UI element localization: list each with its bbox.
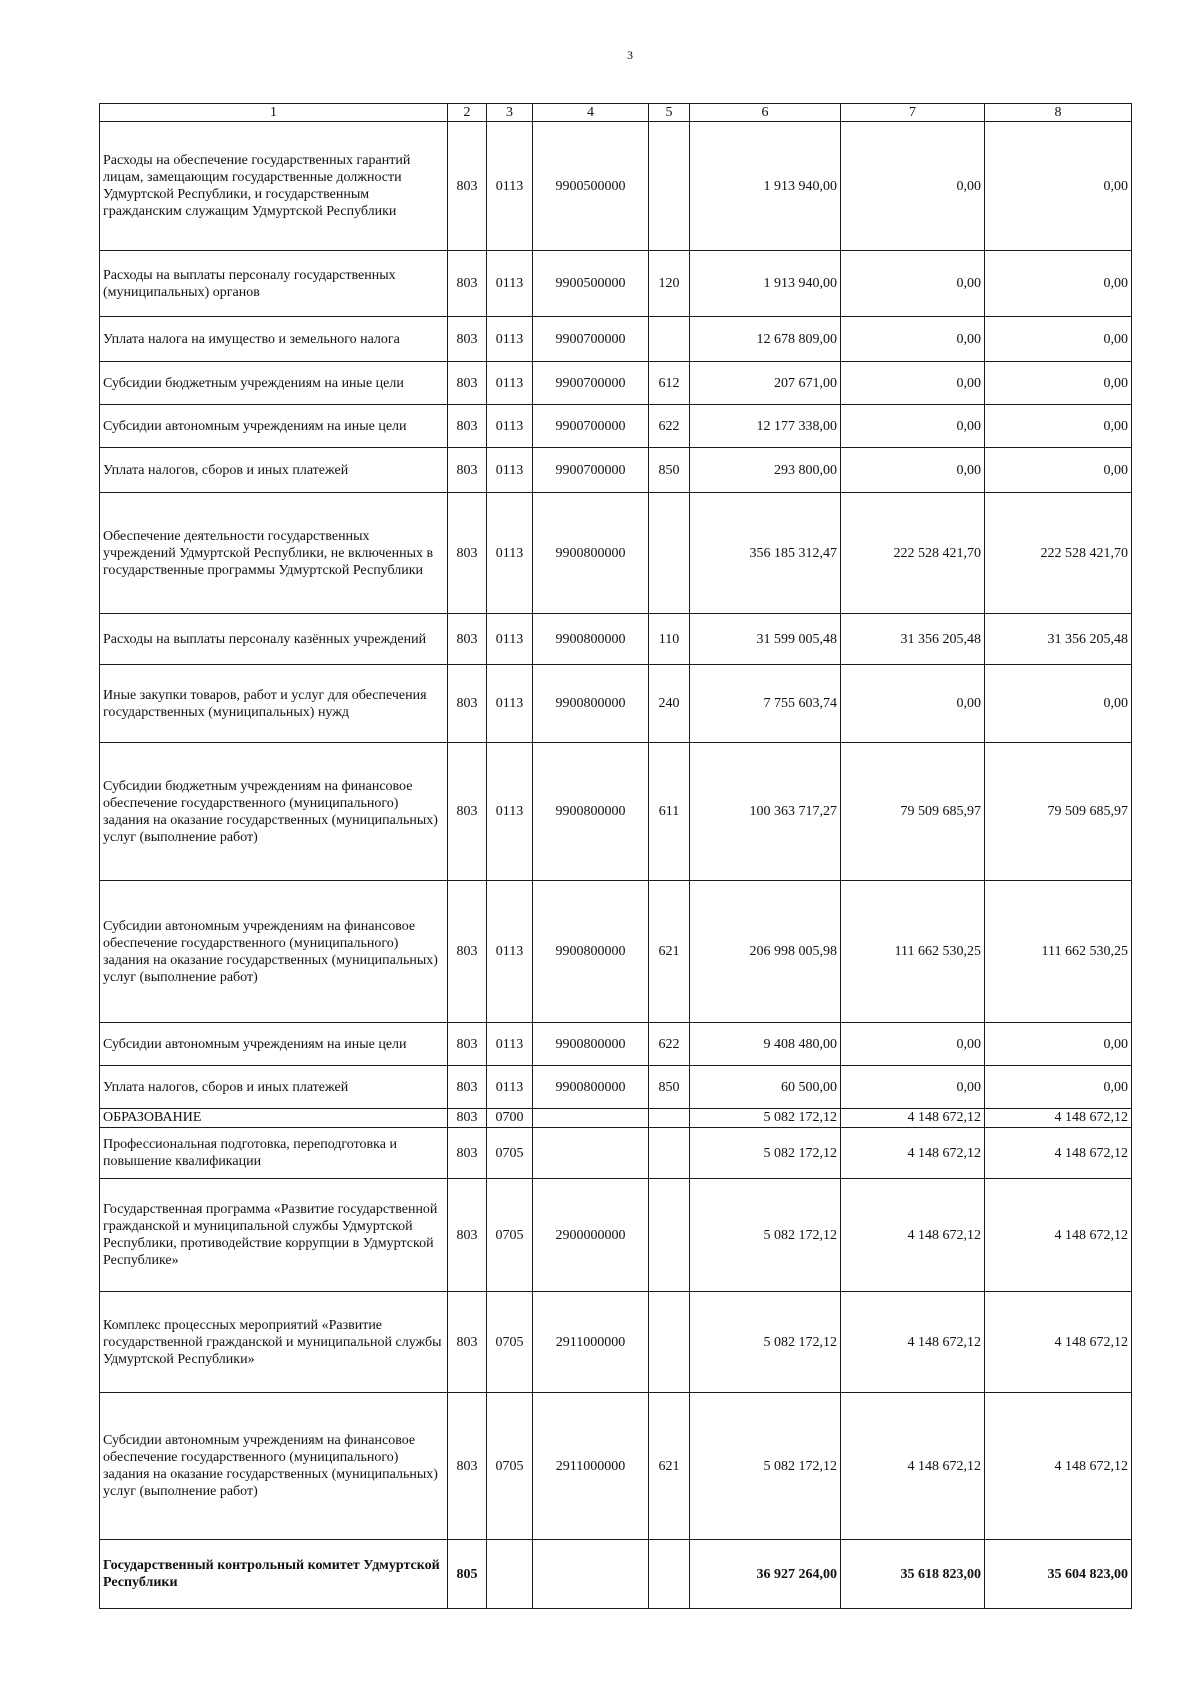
row-code-5 — [649, 122, 690, 251]
row-amount-7: 222 528 421,70 — [841, 493, 985, 614]
row-code-5 — [649, 1292, 690, 1393]
row-amount-6: 207 671,00 — [690, 362, 841, 405]
row-amount-8: 0,00 — [985, 122, 1132, 251]
row-code-2: 803 — [448, 1393, 487, 1540]
row-code-3: 0113 — [487, 1023, 533, 1066]
row-amount-6: 36 927 264,00 — [690, 1540, 841, 1609]
row-amount-8: 4 148 672,12 — [985, 1179, 1132, 1292]
row-code-3: 0113 — [487, 405, 533, 448]
row-code-3: 0705 — [487, 1128, 533, 1179]
row-amount-8: 0,00 — [985, 362, 1132, 405]
row-code-5: 622 — [649, 405, 690, 448]
table-row — [100, 1109, 1132, 1128]
row-amount-8: 79 509 685,97 — [985, 743, 1132, 881]
row-amount-7: 35 618 823,00 — [841, 1540, 985, 1609]
row-name: Уплата налогов, сборов и иных платежей — [100, 1066, 448, 1109]
table-row — [100, 405, 1132, 448]
row-code-4: 2911000000 — [533, 1393, 649, 1540]
row-amount-8: 4 148 672,12 — [985, 1292, 1132, 1393]
row-amount-6: 7 755 603,74 — [690, 665, 841, 743]
row-amount-7: 0,00 — [841, 1023, 985, 1066]
row-amount-6: 5 082 172,12 — [690, 1109, 841, 1128]
row-code-2: 803 — [448, 251, 487, 317]
row-code-5 — [649, 1179, 690, 1292]
row-code-4: 9900800000 — [533, 665, 649, 743]
row-code-2: 803 — [448, 122, 487, 251]
row-code-5: 240 — [649, 665, 690, 743]
row-code-3 — [487, 1540, 533, 1609]
table-row — [100, 1292, 1132, 1393]
table-row — [100, 1066, 1132, 1109]
row-code-3: 0700 — [487, 1109, 533, 1128]
row-amount-8: 111 662 530,25 — [985, 881, 1132, 1023]
row-name: Субсидии автономным учреждениям на иные цели — [100, 1023, 448, 1066]
row-amount-6: 5 082 172,12 — [690, 1128, 841, 1179]
row-code-2: 803 — [448, 1292, 487, 1393]
row-code-4: 9900800000 — [533, 493, 649, 614]
row-code-4: 9900800000 — [533, 743, 649, 881]
row-code-4: 2911000000 — [533, 1292, 649, 1393]
row-code-4: 9900500000 — [533, 251, 649, 317]
row-name: Субсидии бюджетным учреждениям на финансовое обеспечение государственного (муниципального) задания на оказание государственных (муниципальных) услуг (выполнение работ) — [100, 743, 448, 881]
row-amount-7: 4 148 672,12 — [841, 1179, 985, 1292]
table-row — [100, 317, 1132, 362]
row-name: Расходы на выплаты персоналу государственных (муниципальных) органов — [100, 251, 448, 317]
row-amount-7: 4 148 672,12 — [841, 1393, 985, 1540]
row-code-5: 621 — [649, 881, 690, 1023]
row-amount-8: 0,00 — [985, 1023, 1132, 1066]
row-code-2: 803 — [448, 665, 487, 743]
row-amount-6: 356 185 312,47 — [690, 493, 841, 614]
row-amount-6: 60 500,00 — [690, 1066, 841, 1109]
table-row — [100, 1128, 1132, 1179]
row-name: Субсидии автономным учреждениям на финансовое обеспечение государственного (муниципального) задания на оказание государственных (муниципальных) услуг (выполнение работ) — [100, 1393, 448, 1540]
header-cell: 1 — [100, 104, 448, 122]
header-cell: 4 — [533, 104, 649, 122]
row-amount-7: 0,00 — [841, 665, 985, 743]
row-code-3: 0113 — [487, 1066, 533, 1109]
row-code-2: 803 — [448, 1023, 487, 1066]
header-cell: 8 — [985, 104, 1132, 122]
table-row — [100, 448, 1132, 493]
table-row — [100, 1393, 1132, 1540]
row-amount-8: 0,00 — [985, 448, 1132, 493]
row-name: Профессиональная подготовка, переподготовка и повышение квалификации — [100, 1128, 448, 1179]
row-amount-8: 222 528 421,70 — [985, 493, 1132, 614]
row-amount-7: 4 148 672,12 — [841, 1109, 985, 1128]
row-name: Иные закупки товаров, работ и услуг для обеспечения государственных (муниципальных) нужд — [100, 665, 448, 743]
row-code-2: 803 — [448, 1179, 487, 1292]
row-code-5: 110 — [649, 614, 690, 665]
row-code-4: 9900800000 — [533, 1066, 649, 1109]
row-amount-7: 79 509 685,97 — [841, 743, 985, 881]
row-name: Расходы на обеспечение государственных гарантий лицам, замещающим государственные должности Удмуртской Республики, и государственным гражданским служащим Удмуртской Республики — [100, 122, 448, 251]
row-code-5 — [649, 1128, 690, 1179]
page-number: 3 — [627, 48, 633, 62]
row-code-5: 612 — [649, 362, 690, 405]
row-code-2: 803 — [448, 743, 487, 881]
table-row — [100, 1540, 1132, 1609]
row-code-4: 9900700000 — [533, 317, 649, 362]
row-name: Уплата налога на имущество и земельного налога — [100, 317, 448, 362]
row-amount-6: 12 177 338,00 — [690, 405, 841, 448]
row-code-5: 622 — [649, 1023, 690, 1066]
row-code-4: 9900700000 — [533, 448, 649, 493]
table-row — [100, 362, 1132, 405]
row-code-4: 9900800000 — [533, 881, 649, 1023]
row-code-2: 803 — [448, 1128, 487, 1179]
row-amount-8: 0,00 — [985, 251, 1132, 317]
row-code-5: 621 — [649, 1393, 690, 1540]
row-amount-7: 4 148 672,12 — [841, 1128, 985, 1179]
table-row — [100, 1023, 1132, 1066]
row-amount-6: 5 082 172,12 — [690, 1292, 841, 1393]
row-code-2: 803 — [448, 493, 487, 614]
row-code-5: 850 — [649, 448, 690, 493]
header-cell: 7 — [841, 104, 985, 122]
table-row — [100, 1179, 1132, 1292]
row-name: Государственный контрольный комитет Удмуртской Республики — [100, 1540, 448, 1609]
budget-table — [99, 103, 1132, 1609]
row-name: Субсидии автономным учреждениям на финансовое обеспечение государственного (муниципального) задания на оказание государственных (муниципальных) услуг (выполнение работ) — [100, 881, 448, 1023]
row-code-2: 803 — [448, 448, 487, 493]
row-code-3: 0113 — [487, 881, 533, 1023]
row-code-3: 0113 — [487, 665, 533, 743]
row-amount-7: 0,00 — [841, 362, 985, 405]
row-code-2: 803 — [448, 1109, 487, 1128]
row-amount-6: 9 408 480,00 — [690, 1023, 841, 1066]
row-amount-7: 111 662 530,25 — [841, 881, 985, 1023]
row-amount-6: 100 363 717,27 — [690, 743, 841, 881]
row-name: Расходы на выплаты персоналу казённых учреждений — [100, 614, 448, 665]
row-amount-8: 0,00 — [985, 405, 1132, 448]
table-row — [100, 881, 1132, 1023]
row-name: Государственная программа «Развитие государственной гражданской и муниципальной службы Удмуртской Республики, противодействие коррупции в Удмуртской Республике» — [100, 1179, 448, 1292]
row-amount-8: 4 148 672,12 — [985, 1393, 1132, 1540]
row-code-3: 0113 — [487, 362, 533, 405]
row-code-2: 803 — [448, 1066, 487, 1109]
header-cell: 3 — [487, 104, 533, 122]
row-code-2: 803 — [448, 317, 487, 362]
row-name: ОБРАЗОВАНИЕ — [100, 1109, 448, 1128]
row-code-3: 0113 — [487, 251, 533, 317]
header-cell: 6 — [690, 104, 841, 122]
row-amount-7: 0,00 — [841, 405, 985, 448]
row-code-4: 9900800000 — [533, 1023, 649, 1066]
row-amount-7: 0,00 — [841, 448, 985, 493]
row-code-5: 611 — [649, 743, 690, 881]
table-row — [100, 743, 1132, 881]
row-code-3: 0113 — [487, 743, 533, 881]
row-amount-6: 293 800,00 — [690, 448, 841, 493]
row-code-5 — [649, 1109, 690, 1128]
row-code-3: 0113 — [487, 317, 533, 362]
table-row — [100, 665, 1132, 743]
table-row — [100, 251, 1132, 317]
row-amount-7: 31 356 205,48 — [841, 614, 985, 665]
row-code-4: 9900500000 — [533, 122, 649, 251]
row-amount-6: 12 678 809,00 — [690, 317, 841, 362]
row-amount-7: 0,00 — [841, 122, 985, 251]
header-cell: 2 — [448, 104, 487, 122]
row-code-5: 850 — [649, 1066, 690, 1109]
row-amount-6: 206 998 005,98 — [690, 881, 841, 1023]
row-amount-7: 4 148 672,12 — [841, 1292, 985, 1393]
row-amount-7: 0,00 — [841, 1066, 985, 1109]
row-amount-7: 0,00 — [841, 251, 985, 317]
row-name: Субсидии автономным учреждениям на иные цели — [100, 405, 448, 448]
row-name: Субсидии бюджетным учреждениям на иные цели — [100, 362, 448, 405]
row-amount-8: 4 148 672,12 — [985, 1128, 1132, 1179]
row-amount-6: 1 913 940,00 — [690, 122, 841, 251]
row-amount-8: 35 604 823,00 — [985, 1540, 1132, 1609]
row-code-4: 9900700000 — [533, 362, 649, 405]
row-code-2: 803 — [448, 362, 487, 405]
row-code-3: 0705 — [487, 1292, 533, 1393]
row-code-5 — [649, 493, 690, 614]
row-amount-8: 31 356 205,48 — [985, 614, 1132, 665]
row-code-3: 0113 — [487, 493, 533, 614]
header-row — [100, 104, 1132, 122]
row-amount-8: 0,00 — [985, 665, 1132, 743]
row-code-4 — [533, 1540, 649, 1609]
row-code-4 — [533, 1128, 649, 1179]
row-amount-6: 1 913 940,00 — [690, 251, 841, 317]
table-row — [100, 122, 1132, 251]
row-code-4: 9900800000 — [533, 614, 649, 665]
row-amount-6: 5 082 172,12 — [690, 1393, 841, 1540]
row-code-5 — [649, 1540, 690, 1609]
row-name: Обеспечение деятельности государственных учреждений Удмуртской Республики, не включенных в государственные программы Удмуртской Республики — [100, 493, 448, 614]
row-amount-8: 0,00 — [985, 317, 1132, 362]
row-amount-7: 0,00 — [841, 317, 985, 362]
row-code-3: 0113 — [487, 448, 533, 493]
row-code-3: 0705 — [487, 1179, 533, 1292]
row-code-3: 0113 — [487, 614, 533, 665]
row-code-4 — [533, 1109, 649, 1128]
row-code-2: 805 — [448, 1540, 487, 1609]
row-amount-8: 4 148 672,12 — [985, 1109, 1132, 1128]
row-amount-8: 0,00 — [985, 1066, 1132, 1109]
row-amount-6: 5 082 172,12 — [690, 1179, 841, 1292]
row-name: Комплекс процессных мероприятий «Развитие государственной гражданской и муниципальной службы Удмуртской Республики» — [100, 1292, 448, 1393]
row-code-3: 0705 — [487, 1393, 533, 1540]
row-code-5: 120 — [649, 251, 690, 317]
row-amount-6: 31 599 005,48 — [690, 614, 841, 665]
table-row — [100, 493, 1132, 614]
table-row — [100, 614, 1132, 665]
header-cell: 5 — [649, 104, 690, 122]
row-code-4: 2900000000 — [533, 1179, 649, 1292]
row-name: Уплата налогов, сборов и иных платежей — [100, 448, 448, 493]
row-code-4: 9900700000 — [533, 405, 649, 448]
row-code-5 — [649, 317, 690, 362]
row-code-3: 0113 — [487, 122, 533, 251]
row-code-2: 803 — [448, 405, 487, 448]
row-code-2: 803 — [448, 614, 487, 665]
row-code-2: 803 — [448, 881, 487, 1023]
